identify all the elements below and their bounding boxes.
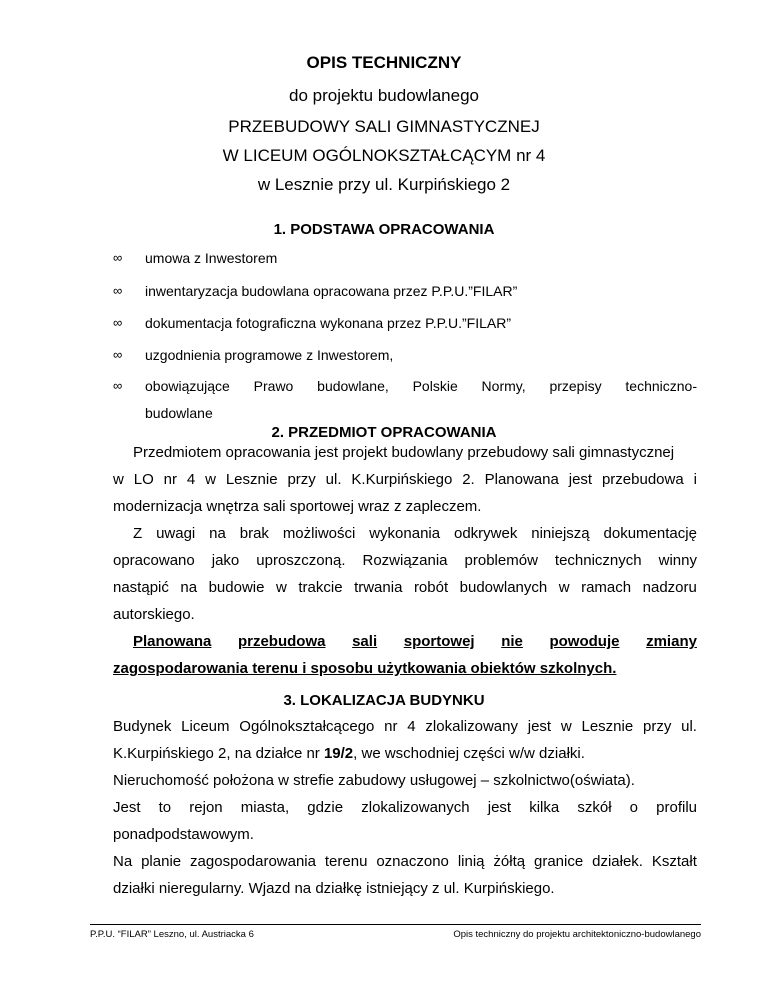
word: żółtą [493,853,526,870]
word: i [693,471,697,488]
word: w [276,579,287,596]
footer-document-name: Opis techniczny do projektu architektoniczno-budowlanego [453,929,701,940]
word: Liceum [181,718,230,735]
word: opracowano [113,552,195,569]
word: jako [211,552,240,569]
word: winny [658,552,697,569]
bullet-icon: ∞ [113,315,123,330]
word: szkół [577,799,612,816]
word: Z [133,525,143,542]
word: robót [413,579,449,596]
title-line-2: do projektu budowlanego [289,86,479,105]
word: Rozwiązania [362,552,448,569]
bullet-icon: ∞ [113,283,123,298]
word: nadzoru [642,579,697,596]
word: K.Kurpińskiego [351,471,453,488]
text-run: , we wschodniej części w/w działki. [353,745,585,762]
paragraph-line [113,525,697,542]
word: w [205,471,216,488]
word: możliwości [282,525,356,542]
paragraph-line [113,853,697,870]
word: Lesznie [225,471,278,488]
word: oznaczono [376,853,449,870]
word: na [180,579,198,596]
word: nastąpić [113,579,169,596]
word: w [113,471,124,488]
word: to [158,799,172,816]
word: niniejszą [531,525,590,542]
word: kilka [529,799,560,816]
word: przy [642,718,672,735]
paragraph-line: modernizacja wnętrza sali sportowej wraz z zapleczem. [113,498,482,515]
word: zmiany [646,633,697,650]
footer-company: P.P.U. “FILAR” Leszno, ul. Austriacka 6 [90,929,254,940]
word: zagospodarowania [190,853,316,870]
bullet-icon: ∞ [113,250,123,265]
word: budowlanych [459,579,548,596]
emphasis-line [113,633,697,650]
paragraph-line [113,745,697,762]
paragraph-line [113,718,697,735]
word: LO [133,471,154,488]
footer-divider [90,924,701,925]
title-line-4: W LICEUM OGÓLNOKSZTAŁCĄCYM nr 4 [222,146,546,165]
word: na [209,525,226,542]
word: działek. [592,853,643,870]
paragraph-line: Nieruchomość położona w strefie zabudowy usługowej – szkolnictwo(oświata). [113,772,635,789]
word: budowie [208,579,265,596]
word: 4 [407,718,416,735]
word: nie [501,633,523,650]
list-item-text: budowlane [145,405,213,421]
word: linią [457,853,485,870]
word: uwagi [156,525,196,542]
word: jest [487,799,512,816]
text-run: K.Kurpińskiego 2, na działce nr [113,745,324,762]
list-item-text: dokumentacja fotograficzna wykonana przez P.P.U.”FILAR” [145,315,512,331]
section-2-heading: 2. PRZEDMIOT OPRACOWANIA [271,424,497,441]
paragraph-line: autorskiego. [113,606,195,623]
word: ul. [681,718,697,735]
word: budowlane, [317,378,389,394]
word: odkrywek [454,525,518,542]
list-item-text: umowa z Inwestorem [145,250,278,266]
word: gdzie [307,799,344,816]
bullet-icon: ∞ [113,378,123,393]
word: w [560,718,572,735]
list-item-text: uzgodnienia programowe z Inwestorem, [145,347,394,363]
list-item-text [145,378,697,394]
word: Planowana [484,471,559,488]
word: zlokalizowanych [361,799,470,816]
title-line-5: w Lesznie przy ul. Kurpińskiego 2 [257,175,511,194]
document-title: OPIS TECHNICZNY [306,53,462,72]
word: Planowana [133,633,212,650]
word: zlokalizowany [425,718,518,735]
word: wykonania [369,525,441,542]
word: techniczno- [625,378,697,394]
word: przebudowa [601,471,684,488]
word: problemów [464,552,538,569]
word: technicznych [554,552,642,569]
word: nr [163,471,177,488]
paragraph-line: Przedmiotem opracowania jest projekt budowlany przebudowy sali gimnastycznej [133,444,675,461]
word: Polskie [412,378,458,394]
word: nr [384,718,398,735]
word: trakcie [298,579,343,596]
word: Prawo [253,378,294,394]
word: przebudowa [237,633,326,650]
paragraph-line [113,552,697,569]
section-1-heading: 1. PODSTAWA OPRACOWANIA [273,221,495,238]
word: Kształt [651,853,697,870]
word: rejon [189,799,223,816]
word: powoduje [549,633,620,650]
word: miasta, [240,799,290,816]
bullet-icon: ∞ [113,347,123,362]
word: jest [568,471,593,488]
word: granice [534,853,584,870]
emphasis-line: zagospodarowania terenu i sposobu użytkowania obiektów szkolnych. [113,660,617,677]
word: ramach [581,579,632,596]
word: Budynek [113,718,172,735]
word: sali [352,633,378,650]
word: 4 [186,471,196,488]
word: Jest [113,799,141,816]
word: obowiązujące [145,378,230,394]
parcel-number: 19/2 [323,745,354,762]
word: Normy, [481,378,526,394]
section-3-heading: 3. LOKALIZACJA BUDYNKU [283,692,485,709]
word: przy [287,471,316,488]
word: sportowej [403,633,475,650]
word: jest [527,718,552,735]
word: w [558,579,570,596]
word: 2. [462,471,475,488]
paragraph-line: działki nieregularny. Wjazd na działkę istniejący z ul. Kurpińskiego. [113,880,555,897]
word: Ogólnokształcącego [239,718,375,735]
word: o [629,799,639,816]
word: brak [239,525,269,542]
paragraph-line [113,579,697,596]
word: planie [141,853,182,870]
word: ul. [325,471,342,488]
word: trwania [354,579,403,596]
word: profilu [656,799,697,816]
paragraph-line [113,471,697,488]
word: terenu [324,853,368,870]
word: uproszczoną. [256,552,346,569]
paragraph-line [113,799,697,816]
word: przepisy [549,378,602,394]
list-item-text: inwentaryzacja budowlana opracowana przez P.P.U.”FILAR” [145,283,518,299]
title-line-3: PRZEBUDOWY SALI GIMNASTYCZNEJ [228,117,540,136]
word: Lesznie [581,718,634,735]
paragraph-line: ponadpodstawowym. [113,826,254,843]
word: Na [113,853,133,870]
word: dokumentację [603,525,697,542]
